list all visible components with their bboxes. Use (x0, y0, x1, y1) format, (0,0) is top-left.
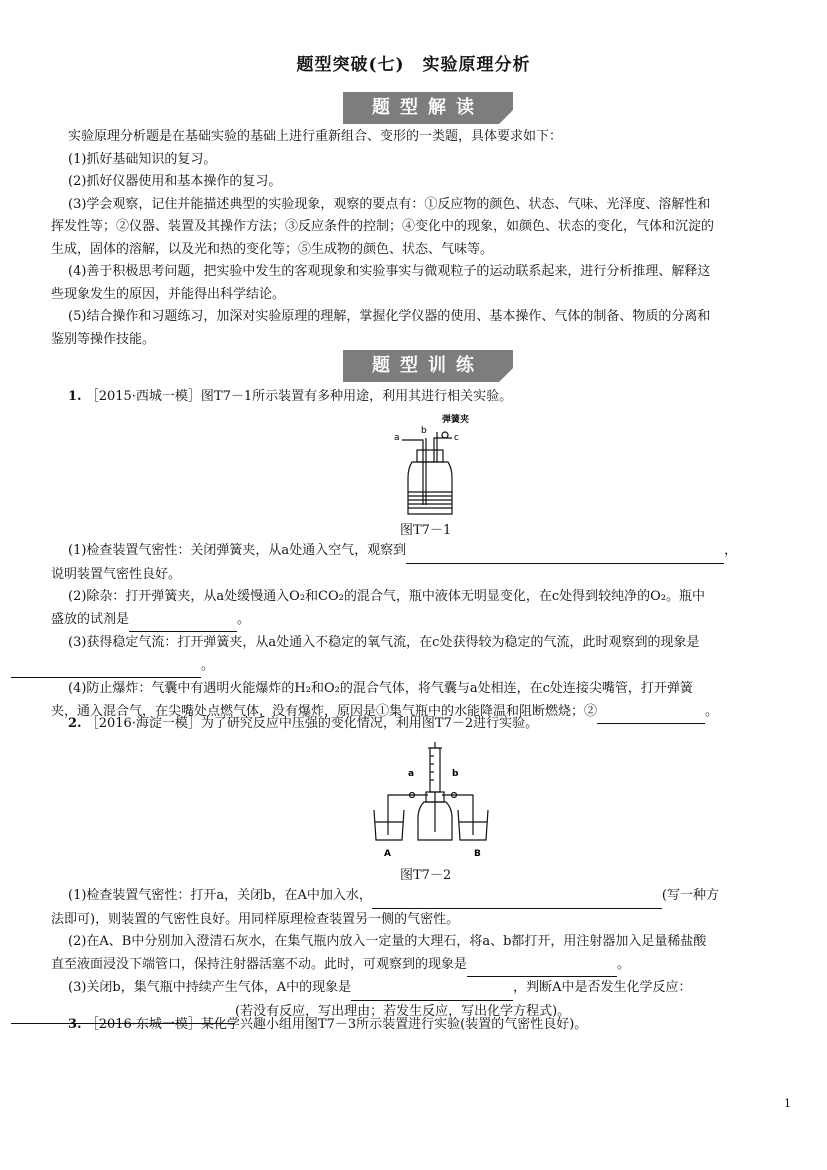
q2-part-3-text-2: ，判断A中是否发生化学反应： (513, 980, 692, 995)
banner-corner-mark (501, 370, 511, 380)
figure-label-c: c (454, 433, 459, 443)
q2-part-2-text: 直至液面浸没下端管口，保持注射器活塞不动。此时，可观察到的现象是 (51, 956, 468, 972)
q1-part-4-line-1: (4)防止爆炸：气囊中有遇明火能爆炸的H₂和O₂的混合气体，将气囊与a处相连，在c处连接尖嘴管，打开弹簧 (68, 681, 693, 696)
question-2-stem (68, 713, 790, 736)
figure-label-a: a (408, 769, 415, 779)
section-banner-training (343, 350, 513, 382)
punctuation: 。 (705, 703, 719, 719)
question-1-parts (51, 540, 790, 724)
intro-point-3-line-2: 挥发性等；②仪器、装置及其操作方法；③反应条件的控制；④变化中的现象，如颜色、状态的变化，气体和沉淀的 (51, 219, 715, 234)
intro-point-5-line-2: 鉴别等操作技能。 (51, 331, 156, 347)
question-number: 1. (68, 389, 82, 404)
intro-point-4-line-2: 些现象发生的原因，并能得出科学结论。 (51, 286, 286, 302)
q2-part-1-end: 法即可)，则装置的气密性良好。用同样原理检查装置另一侧的气密性。 (51, 911, 460, 927)
punctuation: 。 (237, 611, 251, 627)
section-banner-interpretation (343, 92, 513, 124)
q1-part-2-line-1: (2)除杂：打开弹簧夹，从a处缓慢通入O₂和CO₂的混合气，瓶中液体无明显变化，在c处得到较纯净的O₂。瓶中 (68, 589, 706, 604)
page-number: 1 (784, 1097, 791, 1110)
question-3-stem (68, 1014, 790, 1037)
section-banner-label: 题型解读 (372, 97, 484, 118)
question-stem-text: ［2016·海淀一模］为了研究反应中压强的变化情况，利用图T7－2进行实验。 (85, 716, 539, 731)
punctuation: ， (724, 543, 738, 558)
figure-label-a: a (394, 433, 400, 443)
question-1-stem (68, 386, 790, 409)
intro-point-5-line-1: (5)结合操作和习题练习，加深对实验原理的理解，掌握化学仪器的使用、基本操作、气体的制备、物质的分离和 (68, 309, 711, 324)
answer-blank[interactable] (372, 885, 662, 909)
figure-label-clip: 弹簧夹 (442, 415, 470, 425)
intro-point-4-line-1: (4)善于积极思考问题，把实验中发生的客观现象和实验事实与微观粒子的运动联系起来，进行分析推理、解释这 (68, 264, 711, 279)
q2-part-1-text: (1)检查装置气密性：打开a，关闭b，在A中加入水， (68, 888, 372, 903)
intro-point-3-line-3: 生成，固体的溶解，以及光和热的变化等；⑤生成物的颜色、状态、气味等。 (51, 241, 494, 257)
answer-blank[interactable] (11, 655, 201, 679)
punctuation: 。 (617, 956, 631, 972)
page-title: 题型突破(七) 实验原理分析 (296, 55, 531, 75)
question-stem-text: ［2016·东城一模］某化学兴趣小组用图T7－3所示装置进行实验(装置的气密性良好)。 (85, 1017, 588, 1032)
q1-part-3-line-1: (3)获得稳定气流：打开弹簧夹，从a处通入不稳定的氧气流，在c处获得较为稳定的气流，此时观察到的现象是 (68, 635, 700, 650)
figure-t7-1-gas-bottle (390, 410, 480, 518)
q2-part-3-text: (3)关闭b，集气瓶中持续产生气体，A中的现象是 (68, 980, 352, 995)
question-stem-text: ［2015·西城一模］图T7－1所示装置有多种用途，利用其进行相关实验。 (85, 389, 513, 404)
q1-part-1-end: 说明装置气密性良好。 (51, 566, 182, 582)
intro-point-3-line-1: (3)学会观察，记住并能描述典型的实验现象，观察的要点有：①反应物的颜色、状态、气味、光泽度、溶解性和 (68, 196, 711, 212)
figure-label-B: B (474, 849, 481, 859)
section-banner-label: 题型训练 (372, 355, 484, 376)
q1-part-4-text: 夹，通入混合气，在尖嘴处点燃气体，没有爆炸，原因是①集气瓶中的水能降温和阻断燃烧；② (51, 703, 598, 719)
figure-t7-2-apparatus (368, 740, 502, 860)
answer-blank[interactable] (467, 954, 617, 978)
intro-point-2: (2)抓好仪器使用和基本操作的复习。 (68, 174, 282, 189)
answer-blank[interactable] (351, 977, 513, 1001)
figure-label-A: A (384, 849, 391, 859)
q2-part-3-note: (若没有反应，写出理由；若发生反应，写出化学方程式)。 (235, 1003, 571, 1019)
question-number: 2. (68, 716, 82, 731)
q1-part-1-text: (1)检查装置气密性：关闭弹簧夹，从a处通入空气，观察到 (68, 543, 407, 558)
answer-blank[interactable] (406, 540, 724, 564)
answer-blank[interactable] (129, 609, 237, 633)
banner-corner-mark (501, 112, 511, 122)
figure-label-b: b (452, 769, 459, 779)
figure-caption-t7-2: 图T7－2 (400, 868, 452, 883)
q1-part-2-text: 盛放的试剂是 (51, 611, 130, 627)
figure-caption-t7-1: 图T7－1 (400, 523, 452, 538)
intro-paragraph: 实验原理分析题是在基础实验的基础上进行重新组合、变形的一类题，具体要求如下： (68, 129, 563, 144)
figure-label-b: b (421, 426, 427, 436)
punctuation: 。 (201, 657, 215, 673)
q2-part-1-note: (写一种方 (661, 888, 719, 903)
intro-point-1: (1)抓好基础知识的复习。 (68, 151, 217, 167)
q2-part-2-line-1: (2)在A、B中分别加入澄清石灰水，在集气瓶内放入一定量的大理石，将a、b都打开，用注射器加入足量稀盐酸 (68, 934, 707, 949)
question-number: 3. (68, 1017, 82, 1032)
question-2-parts (51, 885, 790, 1024)
intro-section (51, 126, 790, 351)
